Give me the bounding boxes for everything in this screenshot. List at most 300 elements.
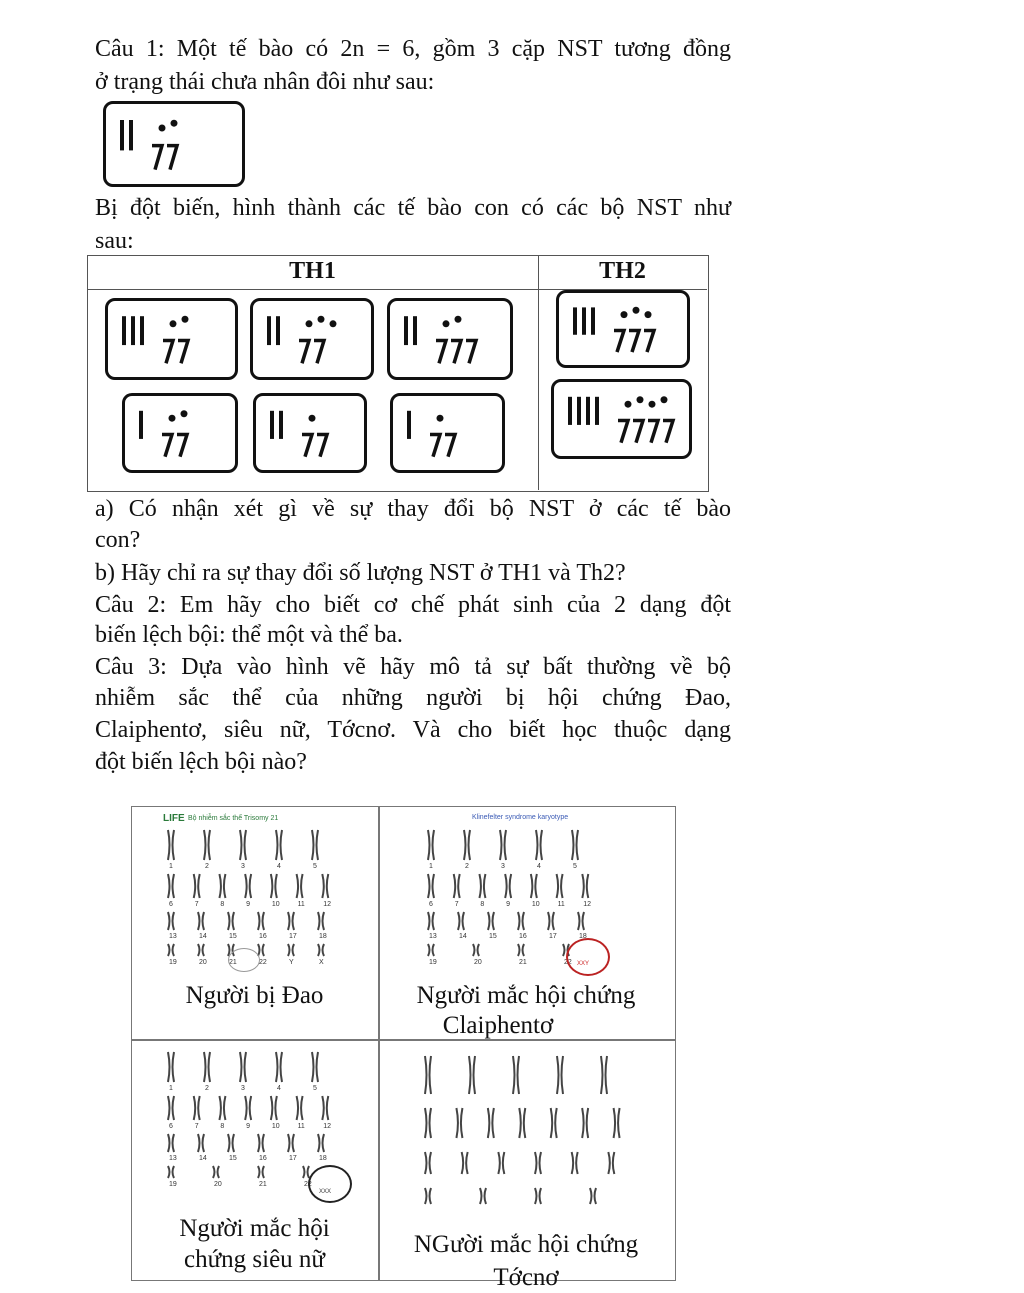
chromosome-rod bbox=[139, 411, 143, 439]
chromosome-pair bbox=[318, 912, 320, 930]
karyotype-number: 19 bbox=[169, 959, 177, 966]
chromosome-hook bbox=[167, 146, 177, 170]
chromosome-hook bbox=[436, 341, 446, 364]
klinefelter-xxy-label: XXY bbox=[577, 961, 590, 967]
chromosome-pair bbox=[209, 830, 211, 860]
karyotype-number: 7 bbox=[194, 1123, 199, 1130]
karyotype-number: 10 bbox=[531, 901, 540, 908]
chromosome-pair bbox=[425, 1188, 427, 1204]
chromosome-rod bbox=[279, 411, 283, 439]
chromosome-pair bbox=[531, 874, 533, 898]
chromosome-hook bbox=[177, 434, 187, 456]
chromosome-pair bbox=[425, 1108, 427, 1138]
chromosome-pair bbox=[297, 874, 299, 898]
chromosome-pair bbox=[576, 1152, 578, 1174]
chromosome-pair bbox=[478, 944, 480, 956]
q2-line-2: biến lệch bội: thể một và thể ba. bbox=[95, 622, 403, 648]
chromosome-hook bbox=[466, 341, 476, 364]
karyotype-number: 4 bbox=[537, 863, 541, 870]
chromosome-pair bbox=[480, 1188, 482, 1204]
chromosome-pair bbox=[488, 1108, 490, 1138]
klinefelter-xxy-circle bbox=[566, 938, 610, 976]
chromosome-hook bbox=[430, 434, 440, 456]
chromosome-pair bbox=[606, 1056, 608, 1094]
chromosome-dot bbox=[437, 415, 444, 422]
chromosome-pair bbox=[587, 874, 589, 898]
q3-line-2: nhiễm sắc thể của những người bị hội chứng Đao, bbox=[95, 685, 731, 711]
chromosome-rod bbox=[129, 120, 133, 150]
th1-cell-5 bbox=[253, 393, 367, 473]
chromosome-pair bbox=[258, 912, 260, 930]
chromosome-pair bbox=[505, 874, 507, 898]
karyotype-number: 17 bbox=[549, 933, 557, 940]
chromosome-pair bbox=[301, 874, 303, 898]
th1-cell-3 bbox=[387, 298, 513, 380]
chromosome-rod bbox=[586, 397, 590, 425]
chromosome-pair bbox=[275, 874, 277, 898]
karyotype-number: 4 bbox=[277, 863, 281, 870]
chromosome-dot bbox=[649, 401, 656, 408]
karyotype-number: 10 bbox=[271, 1123, 280, 1130]
karyotype-number: 5 bbox=[313, 1085, 317, 1092]
chromosome-pair bbox=[168, 1052, 170, 1082]
karyotype-number: 18 bbox=[319, 1155, 327, 1162]
triplex-caption-2: chứng siêu nữ bbox=[184, 1246, 325, 1273]
chromosome-dot bbox=[621, 311, 628, 318]
chromosome-pair bbox=[535, 1152, 537, 1174]
chromosome-pair bbox=[245, 1096, 247, 1120]
karyotype-number: 9 bbox=[506, 901, 511, 908]
chromosome-rod bbox=[407, 411, 411, 439]
chromosome-dot bbox=[661, 396, 668, 403]
karyotype-number: 11 bbox=[297, 901, 305, 908]
q1-line-1: Câu 1: Một tế bào có 2n = 6, gồm 3 cặp NST tương đồng bbox=[95, 36, 731, 62]
chromosome-hook bbox=[163, 341, 173, 364]
chromosome-pair bbox=[213, 1166, 215, 1178]
karyotype-number: 14 bbox=[199, 1155, 207, 1162]
karyotype-number: 19 bbox=[169, 1181, 177, 1188]
klinefelter-title: Klinefelter syndrome karyotype bbox=[472, 814, 569, 821]
chromosome-pair bbox=[469, 1056, 471, 1094]
chromosome-dot bbox=[306, 320, 313, 327]
chromosome-pair bbox=[263, 912, 265, 930]
chromosome-hook bbox=[648, 420, 658, 442]
chromosome-pair bbox=[505, 830, 507, 860]
chromosome-pair bbox=[458, 874, 460, 898]
chromosome-pair bbox=[194, 1096, 196, 1120]
chromosome-rod bbox=[582, 307, 586, 334]
chromosome-rod bbox=[122, 316, 126, 345]
karyotype-number: Y bbox=[289, 959, 294, 966]
chromosome-pair bbox=[454, 874, 456, 898]
chromosome-pair bbox=[168, 1166, 170, 1178]
chromosome-pair bbox=[503, 1152, 505, 1174]
chromosome-pair bbox=[173, 912, 175, 930]
chromosome-pair bbox=[540, 1188, 542, 1204]
chromosome-pair bbox=[540, 1152, 542, 1174]
chromosome-pair bbox=[518, 1056, 520, 1094]
chromosome-rod bbox=[404, 316, 408, 345]
chromosome-hook bbox=[663, 420, 673, 442]
chromosome-pair bbox=[430, 1152, 432, 1174]
chromosome-dot bbox=[443, 320, 450, 327]
chromosome-pair bbox=[228, 912, 230, 930]
chromosome-pair bbox=[323, 912, 325, 930]
q1-line-2: ở trạng thái chưa nhân đôi như sau: bbox=[95, 69, 435, 95]
chromosome-pair bbox=[590, 1188, 592, 1204]
chromosome-pair bbox=[276, 830, 278, 860]
chromosome-pair bbox=[323, 944, 325, 956]
chromosome-dot bbox=[181, 410, 188, 417]
chromosome-pair bbox=[250, 1096, 252, 1120]
chromosome-pair bbox=[198, 874, 200, 898]
chromosome-pair bbox=[224, 1096, 226, 1120]
chromosome-pair bbox=[240, 1052, 242, 1082]
chromosome-pair bbox=[173, 830, 175, 860]
chromosome-dot bbox=[455, 316, 462, 323]
chromosome-pair bbox=[271, 1096, 273, 1120]
chromosome-pair bbox=[198, 1096, 200, 1120]
klinefelter-caption-2: Claiphentơ bbox=[442, 1012, 554, 1039]
chromosome-pair bbox=[518, 944, 520, 956]
karyotype-number: 15 bbox=[489, 933, 497, 940]
chromosome-hook bbox=[317, 434, 327, 456]
chromosome-pair bbox=[250, 874, 252, 898]
chromosome-pair bbox=[425, 1056, 427, 1094]
chromosome-hook bbox=[445, 434, 455, 456]
karyotype-number: 11 bbox=[557, 901, 565, 908]
chromosome-pair bbox=[572, 1152, 574, 1174]
karyotype-number: 17 bbox=[289, 1155, 297, 1162]
chromosome-pair bbox=[595, 1188, 597, 1204]
karyotype-number: 6 bbox=[429, 901, 433, 908]
chromosome-pair bbox=[281, 1052, 283, 1082]
karyotype-number: 19 bbox=[429, 959, 437, 966]
chromosome-pair bbox=[263, 1166, 265, 1178]
karyotype-number: X bbox=[319, 959, 324, 966]
chromosome-pair bbox=[303, 1166, 305, 1178]
th1-cell-6 bbox=[390, 393, 505, 473]
chromosome-pair bbox=[498, 1152, 500, 1174]
karyotype-number: 2 bbox=[205, 863, 209, 870]
chromosome-pair bbox=[466, 1152, 468, 1174]
chromosome-pair bbox=[203, 912, 205, 930]
karyotype-number: 5 bbox=[573, 863, 577, 870]
chromosome-pair bbox=[433, 830, 435, 860]
karyotype-number: 20 bbox=[474, 959, 482, 966]
chromosome-pair bbox=[288, 912, 290, 930]
triplex-xxx-circle bbox=[308, 1165, 352, 1203]
chromosome-pair bbox=[484, 874, 486, 898]
chromosome-dot bbox=[633, 307, 640, 314]
chromosome-pair bbox=[428, 830, 430, 860]
karyotype-number: 9 bbox=[246, 1123, 251, 1130]
karyotype-number: 16 bbox=[259, 1155, 267, 1162]
chromosome-pair bbox=[198, 1134, 200, 1152]
karyotype-number: 12 bbox=[583, 901, 592, 908]
karyotype-number: 2 bbox=[205, 1085, 209, 1092]
chromosome-pair bbox=[553, 912, 555, 930]
karyotype-number: 20 bbox=[199, 959, 207, 966]
chromosome-pair bbox=[297, 1096, 299, 1120]
karyotype-number: 1 bbox=[169, 863, 173, 870]
chromosome-pair bbox=[245, 874, 247, 898]
chromosome-hook bbox=[629, 330, 639, 352]
chromosome-pair bbox=[488, 912, 490, 930]
chromosome-rod bbox=[568, 397, 572, 425]
chromosome-pair bbox=[281, 830, 283, 860]
chromosome-pair bbox=[614, 1108, 616, 1138]
karyotype-number: 22 bbox=[304, 1181, 312, 1188]
chromosome-pair bbox=[469, 830, 471, 860]
chromosome-pair bbox=[561, 874, 563, 898]
karyotype-number: 8 bbox=[480, 901, 485, 908]
th1-cell-1 bbox=[105, 298, 238, 380]
chromosome-pair bbox=[518, 912, 520, 930]
chromosome-pair bbox=[433, 944, 435, 956]
chromosome-pair bbox=[557, 1056, 559, 1094]
chromosome-pair bbox=[318, 1134, 320, 1152]
karyotype-number: 15 bbox=[229, 933, 237, 940]
chromosome-pair bbox=[461, 1108, 463, 1138]
karyotype-number: 22 bbox=[259, 959, 267, 966]
th2-cell-1 bbox=[556, 290, 690, 368]
chromosome-rod bbox=[140, 316, 144, 345]
chromosome-pair bbox=[578, 912, 580, 930]
karyotype-number: 14 bbox=[199, 933, 207, 940]
q1-line-4: sau: bbox=[95, 228, 134, 254]
chromosome-pair bbox=[218, 1166, 220, 1178]
chromosome-rod bbox=[120, 120, 124, 150]
karyotype-number: 6 bbox=[169, 1123, 173, 1130]
chromosome-rod bbox=[131, 316, 135, 345]
chromosome-pair bbox=[493, 912, 495, 930]
chromosome-pair bbox=[428, 874, 430, 898]
chromosome-pair bbox=[322, 874, 324, 898]
q1-line-3: Bị đột biến, hình thành các tế bào con có các bộ NST như bbox=[95, 195, 731, 221]
normal-cell-diagram bbox=[103, 101, 245, 187]
karyotype-number: 15 bbox=[229, 1155, 237, 1162]
chromosome-pair bbox=[608, 1152, 610, 1174]
chromosome-rod bbox=[577, 397, 581, 425]
karyotype-number: 22 bbox=[564, 959, 572, 966]
chromosome-hook bbox=[614, 330, 624, 352]
karyotype-number: 3 bbox=[501, 863, 505, 870]
turner-karyotype bbox=[415, 1048, 655, 1208]
karyotype-number: 9 bbox=[246, 901, 251, 908]
th1-header: TH1 bbox=[289, 258, 336, 284]
chromosome-pair bbox=[173, 1052, 175, 1082]
chromosome-pair bbox=[168, 830, 170, 860]
karyotype-number: 13 bbox=[169, 933, 177, 940]
chromosome-pair bbox=[293, 912, 295, 930]
chromosome-pair bbox=[458, 912, 460, 930]
karyotype-number: 21 bbox=[519, 959, 527, 966]
chromosome-pair bbox=[275, 1096, 277, 1120]
chromosome-pair bbox=[583, 912, 585, 930]
chromosome-pair bbox=[500, 830, 502, 860]
chromosome-pair bbox=[433, 874, 435, 898]
chromosome-pair bbox=[462, 1152, 464, 1174]
karyotype-number: 17 bbox=[289, 933, 297, 940]
chromosome-pair bbox=[219, 1096, 221, 1120]
mutation-table-col-divider bbox=[538, 255, 539, 490]
chromosome-pair bbox=[203, 944, 205, 956]
karyotype-number: 13 bbox=[429, 933, 437, 940]
chromosome-pair bbox=[168, 944, 170, 956]
chromosome-pair bbox=[312, 1052, 314, 1082]
chromosome-pair bbox=[317, 1052, 319, 1082]
karyotype-number: 8 bbox=[220, 901, 225, 908]
chromosome-pair bbox=[219, 874, 221, 898]
chromosome-pair bbox=[485, 1188, 487, 1204]
chromosome-pair bbox=[327, 1096, 329, 1120]
chromosome-pair bbox=[240, 830, 242, 860]
chromosome-pair bbox=[524, 1108, 526, 1138]
chromosome-pair bbox=[288, 1134, 290, 1152]
chromosome-pair bbox=[198, 912, 200, 930]
chromosome-hook bbox=[302, 434, 312, 456]
chromosome-dot bbox=[625, 401, 632, 408]
karyotype-number: 1 bbox=[429, 863, 433, 870]
chromosome-pair bbox=[572, 830, 574, 860]
chromosome-pair bbox=[263, 944, 265, 956]
chromosome-pair bbox=[425, 1152, 427, 1174]
chromosome-pair bbox=[474, 1056, 476, 1094]
karyotype-number: 6 bbox=[169, 901, 173, 908]
chromosome-hook bbox=[178, 341, 188, 364]
karyotype-number: 20 bbox=[214, 1181, 222, 1188]
chromosome-pair bbox=[492, 1108, 494, 1138]
chromosome-pair bbox=[479, 874, 481, 898]
q1a-line-1: a) Có nhận xét gì về sự thay đổi bộ NST ở các tế bào bbox=[95, 496, 731, 522]
chromosome-pair bbox=[464, 830, 466, 860]
chromosome-pair bbox=[563, 944, 565, 956]
chromosome-pair bbox=[173, 1096, 175, 1120]
th2-cell-2 bbox=[551, 379, 692, 459]
karyotype-number: 18 bbox=[319, 933, 327, 940]
chromosome-dot bbox=[182, 316, 189, 323]
q1b-line: b) Hãy chỉ ra sự thay đổi số lượng NST ở TH1 và Th2? bbox=[95, 560, 626, 586]
th1-cell-2 bbox=[250, 298, 374, 380]
chromosome-pair bbox=[582, 1108, 584, 1138]
karyotype-number: 7 bbox=[454, 901, 459, 908]
normal-cell-chromosomes bbox=[106, 104, 242, 184]
chromosome-pair bbox=[194, 874, 196, 898]
chromosome-rod bbox=[276, 316, 280, 345]
karyotype-number: 1 bbox=[169, 1085, 173, 1092]
chromosome-pair bbox=[271, 874, 273, 898]
karyotype-number: 18 bbox=[579, 933, 587, 940]
chromosome-hook bbox=[299, 341, 309, 364]
chromosome-dot bbox=[159, 125, 166, 132]
chromosome-pair bbox=[562, 1056, 564, 1094]
karyotype-number: 7 bbox=[194, 901, 199, 908]
chromosome-pair bbox=[577, 830, 579, 860]
chromosome-pair bbox=[317, 830, 319, 860]
th2-header: TH2 bbox=[599, 258, 646, 284]
q3-line-3: Claiphentơ, siêu nữ, Tớcnơ. Và cho biết học thuộc dạng bbox=[95, 717, 731, 743]
chromosome-pair bbox=[463, 912, 465, 930]
chromosome-pair bbox=[523, 944, 525, 956]
karyotype-number: 12 bbox=[323, 901, 332, 908]
chromosome-rod bbox=[413, 316, 417, 345]
klinefelter-caption-1: Người mắc hội chứng bbox=[416, 982, 636, 1009]
chromosome-pair bbox=[548, 912, 550, 930]
chromosome-pair bbox=[535, 1188, 537, 1204]
chromosome-pair bbox=[510, 874, 512, 898]
chromosome-pair bbox=[173, 944, 175, 956]
karyotype-number: 11 bbox=[297, 1123, 305, 1130]
chromosome-rod bbox=[267, 316, 271, 345]
chromosome-hook bbox=[314, 341, 324, 364]
karyotype-number: 8 bbox=[220, 1123, 225, 1130]
chromosome-pair bbox=[456, 1108, 458, 1138]
karyotype-number: 13 bbox=[169, 1155, 177, 1162]
chromosome-pair bbox=[173, 874, 175, 898]
chromosome-pair bbox=[430, 1056, 432, 1094]
chromosome-pair bbox=[293, 1134, 295, 1152]
chromosome-pair bbox=[327, 874, 329, 898]
chromosome-pair bbox=[228, 1134, 230, 1152]
down-title: Bộ nhiễm sắc thể Trisomy 21 bbox=[188, 815, 279, 822]
chromosome-pair bbox=[551, 1108, 553, 1138]
chromosome-pair bbox=[233, 912, 235, 930]
chromosome-pair bbox=[312, 830, 314, 860]
karyotype-number: 21 bbox=[259, 1181, 267, 1188]
chromosome-pair bbox=[245, 830, 247, 860]
karyotype-number: 3 bbox=[241, 1085, 245, 1092]
chromosome-rod bbox=[270, 411, 274, 439]
chromosome-pair bbox=[430, 1188, 432, 1204]
chromosome-pair bbox=[301, 1096, 303, 1120]
chromosome-pair bbox=[601, 1056, 603, 1094]
chromosome-hook bbox=[152, 146, 162, 170]
chromosome-pair bbox=[173, 1166, 175, 1178]
down-trisomy21-circle bbox=[228, 948, 260, 972]
chromosome-hook bbox=[644, 330, 654, 352]
chromosome-pair bbox=[233, 1134, 235, 1152]
chromosome-dot bbox=[330, 320, 337, 327]
karyotype-number: 16 bbox=[519, 933, 527, 940]
triplex-caption-1: Người mắc hội bbox=[179, 1215, 330, 1242]
chromosome-dot bbox=[645, 311, 652, 318]
chromosome-pair bbox=[168, 1134, 170, 1152]
chromosome-dot bbox=[171, 120, 178, 127]
chromosome-dot bbox=[169, 415, 176, 422]
chromosome-rod bbox=[573, 307, 577, 334]
chromosome-pair bbox=[557, 874, 559, 898]
karyotype-number: 14 bbox=[459, 933, 467, 940]
chromosome-pair bbox=[523, 912, 525, 930]
chromosome-pair bbox=[535, 874, 537, 898]
chromosome-pair bbox=[322, 1096, 324, 1120]
chromosome-pair bbox=[173, 1134, 175, 1152]
chromosome-pair bbox=[198, 944, 200, 956]
karyotype-number: 2 bbox=[465, 863, 469, 870]
chromosome-pair bbox=[224, 874, 226, 898]
chromosome-pair bbox=[587, 1108, 589, 1138]
triplex-xxx-label: XXX bbox=[319, 1189, 332, 1195]
chromosome-pair bbox=[204, 1052, 206, 1082]
chromosome-pair bbox=[536, 830, 538, 860]
karyotype-number: 16 bbox=[259, 933, 267, 940]
turner-caption-2: Tớcnơ bbox=[493, 1264, 559, 1291]
q3-line-1: Câu 3: Dựa vào hình vẽ hãy mô tả sự bất thường về bộ bbox=[95, 654, 731, 680]
chromosome-pair bbox=[323, 1134, 325, 1152]
chromosome-pair bbox=[258, 1134, 260, 1152]
chromosome-dot bbox=[170, 320, 177, 327]
